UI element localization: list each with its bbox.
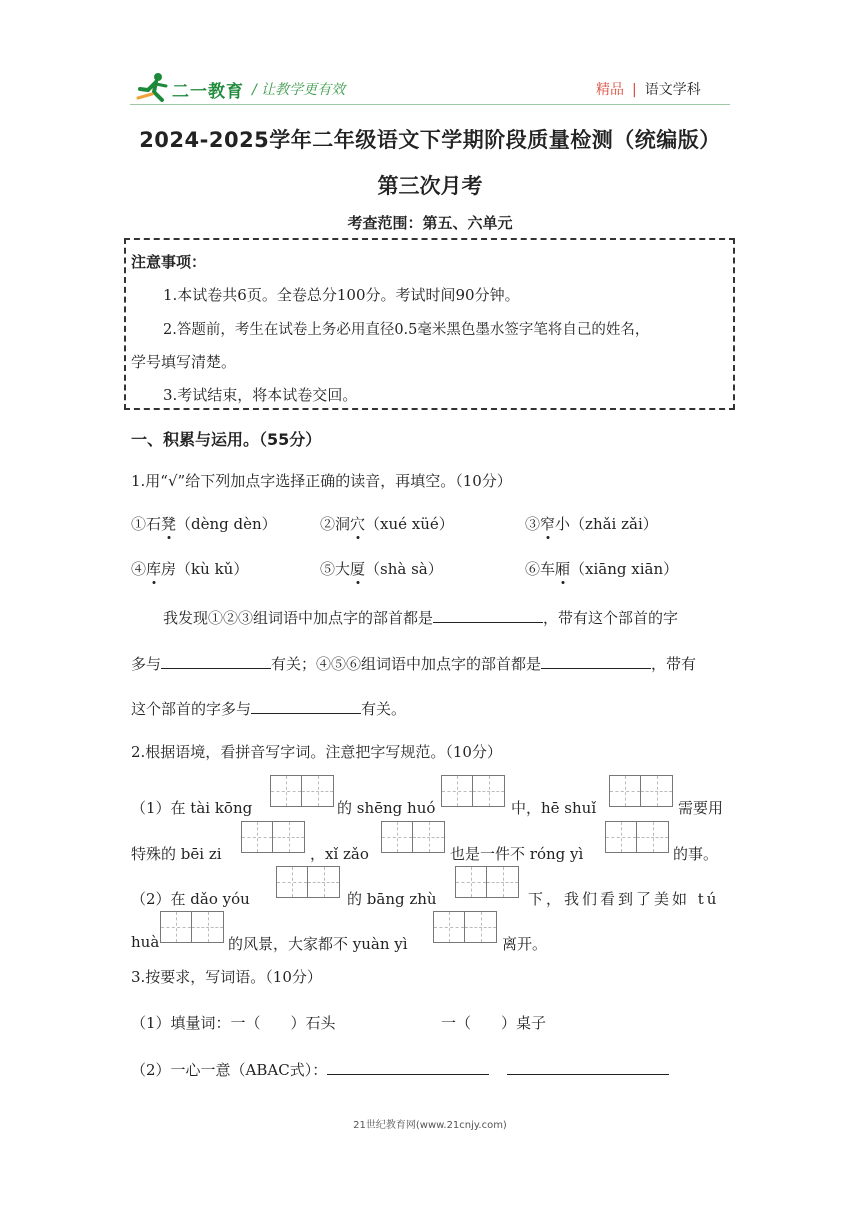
- q2-text: 的事。: [673, 845, 719, 863]
- exam-scope: 考查范围：第五、六单元: [347, 214, 513, 232]
- writing-grid[interactable]: [160, 911, 224, 943]
- q2-text: （1）在 tài kōng: [131, 799, 253, 817]
- question-2-stem: 2.根据语境，看拼音写字词。注意把字写规范。（10分）: [131, 743, 502, 761]
- writing-grid[interactable]: [241, 821, 305, 853]
- q2-text: ，xǐ zǎo: [310, 845, 369, 863]
- q2-text: 特殊的 bēi zi: [131, 845, 222, 863]
- exam-subtitle: 第三次月考: [377, 174, 483, 198]
- q1-fill-line-3: 这个部首的字多与 有关。: [131, 697, 406, 719]
- answer-blank[interactable]: [251, 697, 361, 714]
- q1-item-4: ④库房（kù kǔ）: [131, 560, 249, 578]
- writing-grid[interactable]: [276, 866, 340, 898]
- answer-blank[interactable]: [541, 652, 651, 669]
- writing-grid[interactable]: [455, 866, 519, 898]
- notice-item-3: 3.考试结束，将本试卷交回。: [163, 386, 358, 404]
- answer-blank[interactable]: [433, 606, 543, 623]
- header-subject-tag: [596, 79, 701, 99]
- quality-label: 精品: [596, 82, 624, 98]
- q1-item-2: ②洞穴（xué xüé）: [320, 515, 454, 533]
- header-divider: [130, 104, 730, 105]
- q2-text: 需要用: [678, 799, 724, 817]
- notice-item-2-cont: 学号填写清楚。: [131, 353, 237, 371]
- question-3-stem: 3.按要求，写词语。（10分）: [131, 968, 322, 986]
- section-heading: 一、积累与运用。（55分）: [131, 430, 322, 449]
- answer-blank[interactable]: [507, 1058, 669, 1075]
- q3-sub-1a: （1）填量词：一（ ）石头: [131, 1014, 336, 1032]
- q1-item-6: ⑥车厢（xiāng xiān）: [525, 560, 679, 578]
- q2-text: 的 shēng huó: [337, 799, 436, 817]
- writing-grid[interactable]: [609, 775, 673, 807]
- q2-text: 下，我们看到了美如 tú: [528, 890, 720, 908]
- notice-item-2: 2.答题前，考生在试卷上务必用直径0.5毫米黑色墨水签字笔将自己的姓名，: [163, 322, 650, 338]
- q1-fill-line-1: 我发现①②③组词语中加点字的部首都是 ，带有这个部首的字: [163, 606, 678, 628]
- q2-text: huà: [131, 933, 160, 951]
- q3-sub-2: （2）一心一意（ABAC式）：: [131, 1058, 669, 1080]
- writing-grid[interactable]: [441, 775, 505, 807]
- logo-text: 二一教育: [172, 82, 244, 102]
- q3-sub-1b: 一（ ）桌子: [441, 1014, 547, 1032]
- q2-text: 离开。: [502, 935, 548, 953]
- footer-source: 21世纪教育网(www.21cnjy.com): [353, 1120, 507, 1131]
- q1-item-3: ③窄小（zhǎi zǎi）: [525, 515, 658, 533]
- q1-fill-line-2: 多与 有关；④⑤⑥组词语中加点字的部首都是 ，带有: [131, 652, 696, 674]
- logo-runner-icon: [136, 72, 170, 102]
- subject-label: 语文学科: [644, 82, 701, 98]
- q2-text: （2）在 dǎo yóu: [131, 890, 250, 908]
- q2-text: 中，hē shuǐ: [511, 799, 597, 817]
- writing-grid[interactable]: [433, 911, 497, 943]
- writing-grid[interactable]: [270, 775, 334, 807]
- question-1-stem: 1.用“√”给下列加点字选择正确的读音，再填空。（10分）: [131, 472, 512, 490]
- answer-blank[interactable]: [161, 652, 271, 669]
- answer-blank[interactable]: [327, 1058, 489, 1075]
- notice-heading: 注意事项：: [131, 253, 207, 271]
- exam-title: 2024-2025学年二年级语文下学期阶段质量检测（统编版）: [139, 128, 721, 152]
- slogan: / 让教学更有效: [252, 82, 346, 98]
- writing-grid[interactable]: [605, 821, 669, 853]
- writing-grid[interactable]: [381, 821, 445, 853]
- header-separator: |: [632, 82, 637, 98]
- q2-text: 的风景，大家都不 yuàn yì: [228, 935, 408, 953]
- q1-item-5: ⑤大厦（shà sà）: [320, 560, 443, 578]
- q1-item-1: ①石凳（dèng dèn）: [131, 515, 277, 533]
- q2-text: 的 bāng zhù: [347, 890, 437, 908]
- q2-text: 也是一件不 róng yì: [450, 845, 584, 863]
- notice-item-1: 1.本试卷共6页。全卷总分100分。考试时间90分钟。: [163, 286, 520, 304]
